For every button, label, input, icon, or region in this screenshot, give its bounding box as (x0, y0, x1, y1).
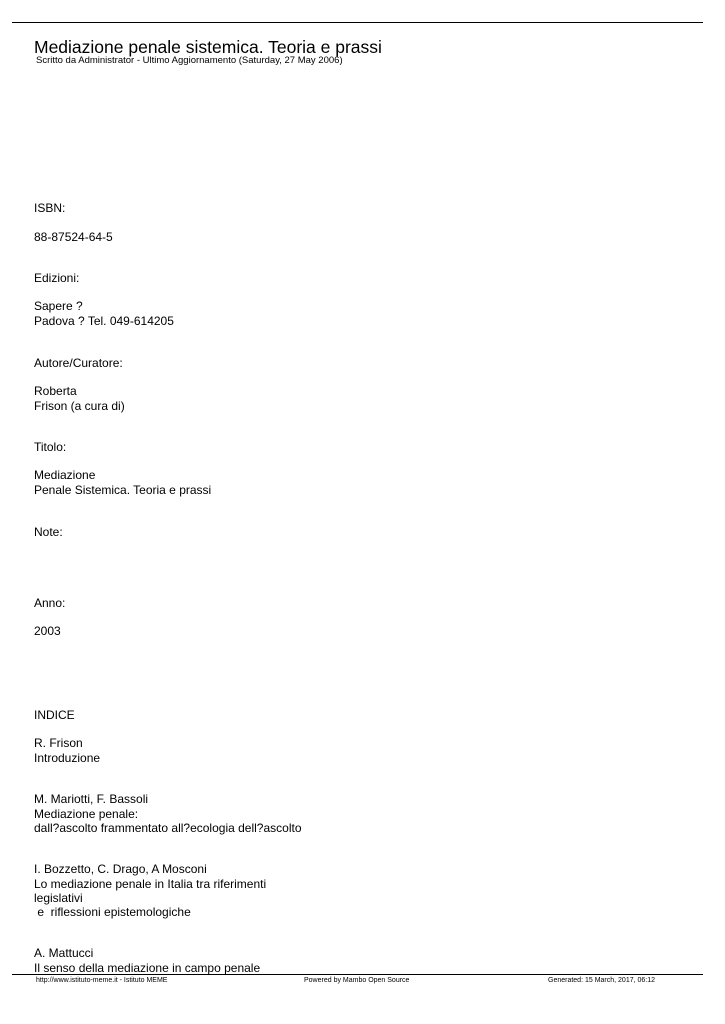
indice-entry-line: dall?ascolto frammentato all?ecologia dell?ascolto (34, 821, 302, 835)
indice-entry-line: e riflessioni epistemologiche (34, 905, 191, 919)
edizioni-value-line: Padova ? Tel. 049-614205 (34, 314, 174, 328)
author-date-line: Scritto da Administrator - Ultimo Aggiornamento (Saturday, 27 May 2006) (36, 55, 343, 66)
anno-value: 2003 (34, 624, 61, 638)
indice-entry-line: A. Mattucci (34, 946, 94, 960)
footer-rule (12, 974, 703, 975)
isbn-value: 88-87524-64-5 (34, 230, 113, 244)
edizioni-value-line: Sapere ? (34, 299, 83, 313)
header-rule (12, 22, 703, 23)
autore-value-line: Frison (a cura di) (34, 399, 125, 413)
footer-generated-date: Generated: 15 March, 2017, 06:12 (548, 977, 656, 984)
footer-powered-by: Powered by Mambo Open Source (304, 977, 410, 984)
indice-entry-line: M. Mariotti, F. Bassoli (34, 792, 149, 806)
titolo-value-line: Penale Sistemica. Teoria e prassi (34, 483, 212, 497)
note-label: Note: (34, 525, 63, 539)
indice-entry-line: Mediazione penale: (34, 807, 139, 821)
indice-entry-line: I. Bozzetto, C. Drago, A Mosconi (34, 862, 207, 876)
isbn-label: ISBN: (34, 201, 66, 215)
indice-entry-line: Introduzione (34, 751, 101, 765)
indice-entry-line: Il senso della mediazione in campo penale (34, 961, 261, 975)
titolo-value-line: Mediazione (34, 468, 96, 482)
edizioni-label: Edizioni: (34, 271, 80, 285)
anno-label: Anno: (34, 596, 66, 610)
indice-entry-line: R. Frison (34, 736, 83, 750)
indice-entry-line: legislativi (34, 891, 83, 905)
autore-value-line: Roberta (34, 384, 77, 398)
autore-label: Autore/Curatore: (34, 356, 123, 370)
page-title: Mediazione penale sistemica. Teoria e prassi (34, 37, 382, 57)
footer-site-link[interactable]: http://www.istituto-meme.it - Istituto MEME (36, 977, 168, 984)
indice-heading: INDICE (34, 708, 75, 722)
titolo-label: Titolo: (34, 440, 67, 454)
indice-entry-line: Lo mediazione penale in Italia tra riferimenti (34, 877, 267, 891)
